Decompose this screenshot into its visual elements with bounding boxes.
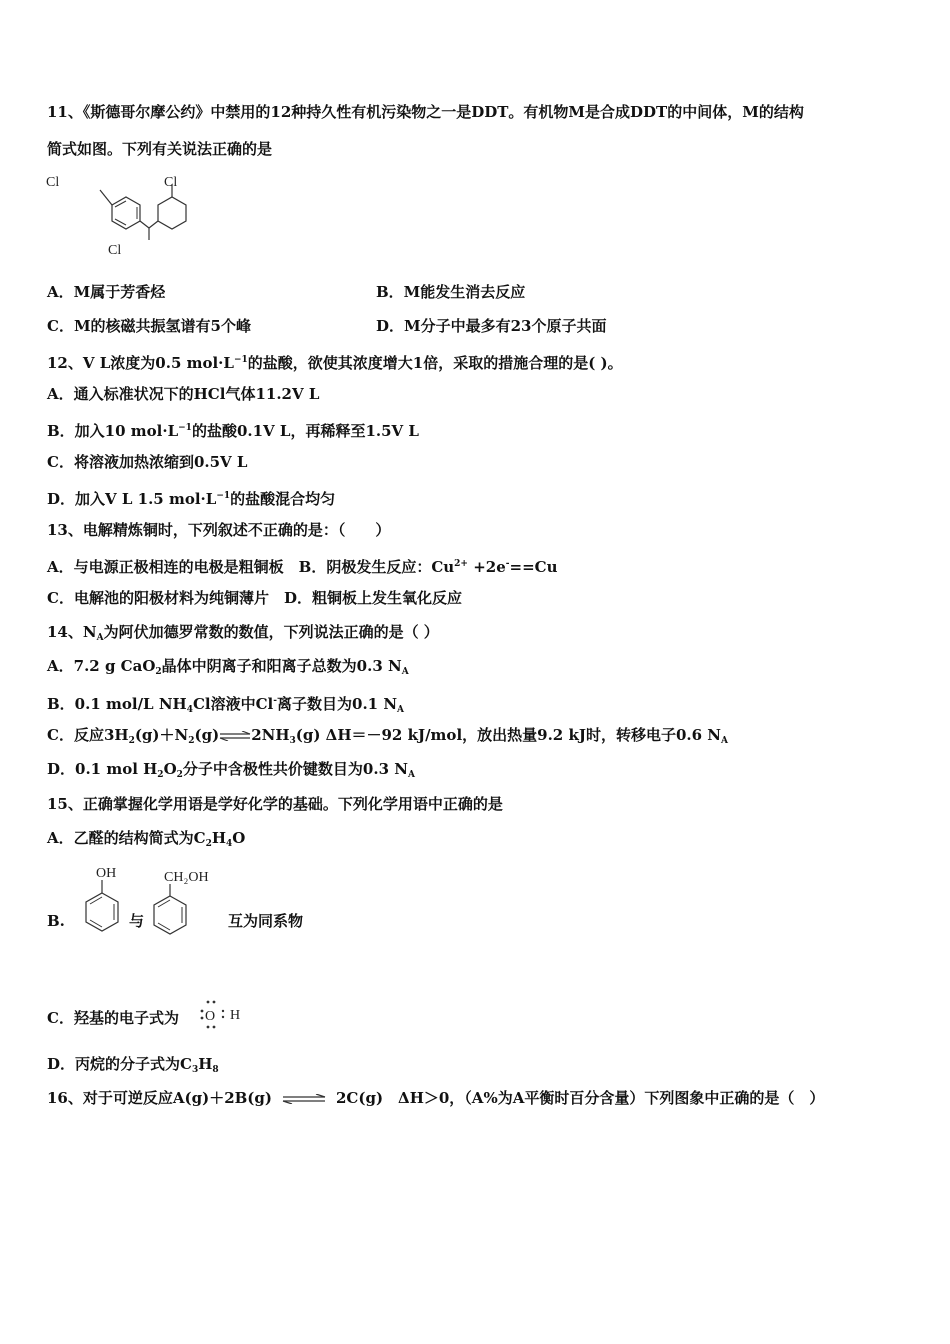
q15-option-d: D．丙烷的分子式为$C_3H_8$ bbox=[47, 1055, 219, 1075]
q12-option-a: A．通入标准状况下的HCl气体11.2V L bbox=[47, 385, 320, 403]
oh-label: OH bbox=[96, 866, 117, 881]
cl-label-left: Cl bbox=[46, 175, 60, 190]
q11-stem-line1: 11、《斯德哥尔摩公约》中禁用的12种持久性有机污染物之一是DDT。有机物M是合成DDT的中间体，M的结构 bbox=[47, 103, 804, 121]
q14-option-c: C．反应$3H_2(g)+N_2(g)$ $2NH_3(g)$ ΔH＝－92 kJ/mol，放出热量9.2 kJ时，转移电子0.6 $N_A$ bbox=[47, 726, 728, 746]
cl-label-right: Cl bbox=[164, 175, 178, 190]
oxygen-symbol: O bbox=[205, 1009, 216, 1024]
q15-option-c: C．羟基的电子式为 bbox=[47, 1009, 179, 1027]
q11-stem-line2: 简式如图。下列有关说法正确的是 bbox=[47, 140, 273, 158]
q13-option-ab: A．与电源正极相连的电极是粗铜板 B．阴极发生反应：$Cu^{2+} +2e^-==Cu$ bbox=[47, 558, 558, 576]
q11-option-c: C．M的核磁共振氢谱有5个峰 bbox=[47, 317, 251, 335]
q13-stem: 13、电解精炼铜时，下列叙述不正确的是：（ ） bbox=[47, 521, 391, 539]
q11-option-b: B．M能发生消去反应 bbox=[376, 283, 526, 301]
q15-option-b-and: 与 bbox=[129, 912, 145, 930]
q12-stem: 12、V L浓度为0.5 $mol\cdot L^{-1}$的盐酸，欲使其浓度增大1倍，采取的措施合理的是( )。 bbox=[47, 354, 623, 372]
q14-stem: 14、$N_A$为阿伏加德罗常数的数值，下列说法正确的是（ ） bbox=[47, 623, 439, 643]
q12-option-c: C．将溶液加热浓缩到0.5V L bbox=[47, 453, 248, 471]
q13-option-cd: C．电解池的阳极材料为纯铜薄片 D．粗铜板上发生氧化反应 bbox=[47, 589, 462, 607]
q15-option-a: A．乙醛的结构简式为$C_2H_4O$ bbox=[47, 829, 246, 849]
ddt-structure-diagram bbox=[44, 170, 194, 262]
equilibrium-arrow-icon bbox=[282, 1094, 326, 1104]
hydroxyl-electron-formula bbox=[198, 996, 250, 1032]
cl-label-bottom: Cl bbox=[108, 243, 122, 258]
phenol-benzyl-alcohol-structures bbox=[74, 860, 226, 954]
q14-option-a: A．7.2 g CaO$_2$晶体中阴离子和阳离子总数为0.3 $N_A$ bbox=[47, 657, 409, 677]
q15-stem: 15、正确掌握化学用语是学好化学的基础。下列化学用语中正确的是 bbox=[47, 795, 503, 813]
q16-stem: 16、对于可逆反应A(g)＋2B(g) 2C(g) ΔH＞0，（A%为A平衡时百分含量）下列图象中正确的是（ ） bbox=[47, 1089, 825, 1107]
q15-option-b-text: 互为同系物 bbox=[228, 912, 304, 930]
q14-option-b: B．0.1 mol/L $NH_4Cl$溶液中Cl-离子数目为0.1 $N_A$ bbox=[47, 695, 405, 715]
equilibrium-arrow-icon bbox=[219, 731, 251, 741]
hydrogen-symbol: H bbox=[230, 1008, 241, 1023]
q15-option-b-label: B. bbox=[47, 912, 65, 930]
q12-option-d: D．加入V L 1.5 $mol\cdot L^{-1}$的盐酸混合均匀 bbox=[47, 490, 336, 508]
q11-option-a: A．M属于芳香烃 bbox=[47, 283, 166, 301]
q11-option-d: D．M分子中最多有23个原子共面 bbox=[376, 317, 607, 335]
q14-option-d: D．0.1 mol $H_2O_2$分子中含极性共价键数目为0.3 $N_A$ bbox=[47, 760, 415, 780]
q12-option-b: B．加入10 $mol\cdot L^{-1}$的盐酸0.1V L，再稀释至1.5V L bbox=[47, 422, 419, 440]
ch2oh-label: CH₂OH bbox=[164, 870, 209, 885]
